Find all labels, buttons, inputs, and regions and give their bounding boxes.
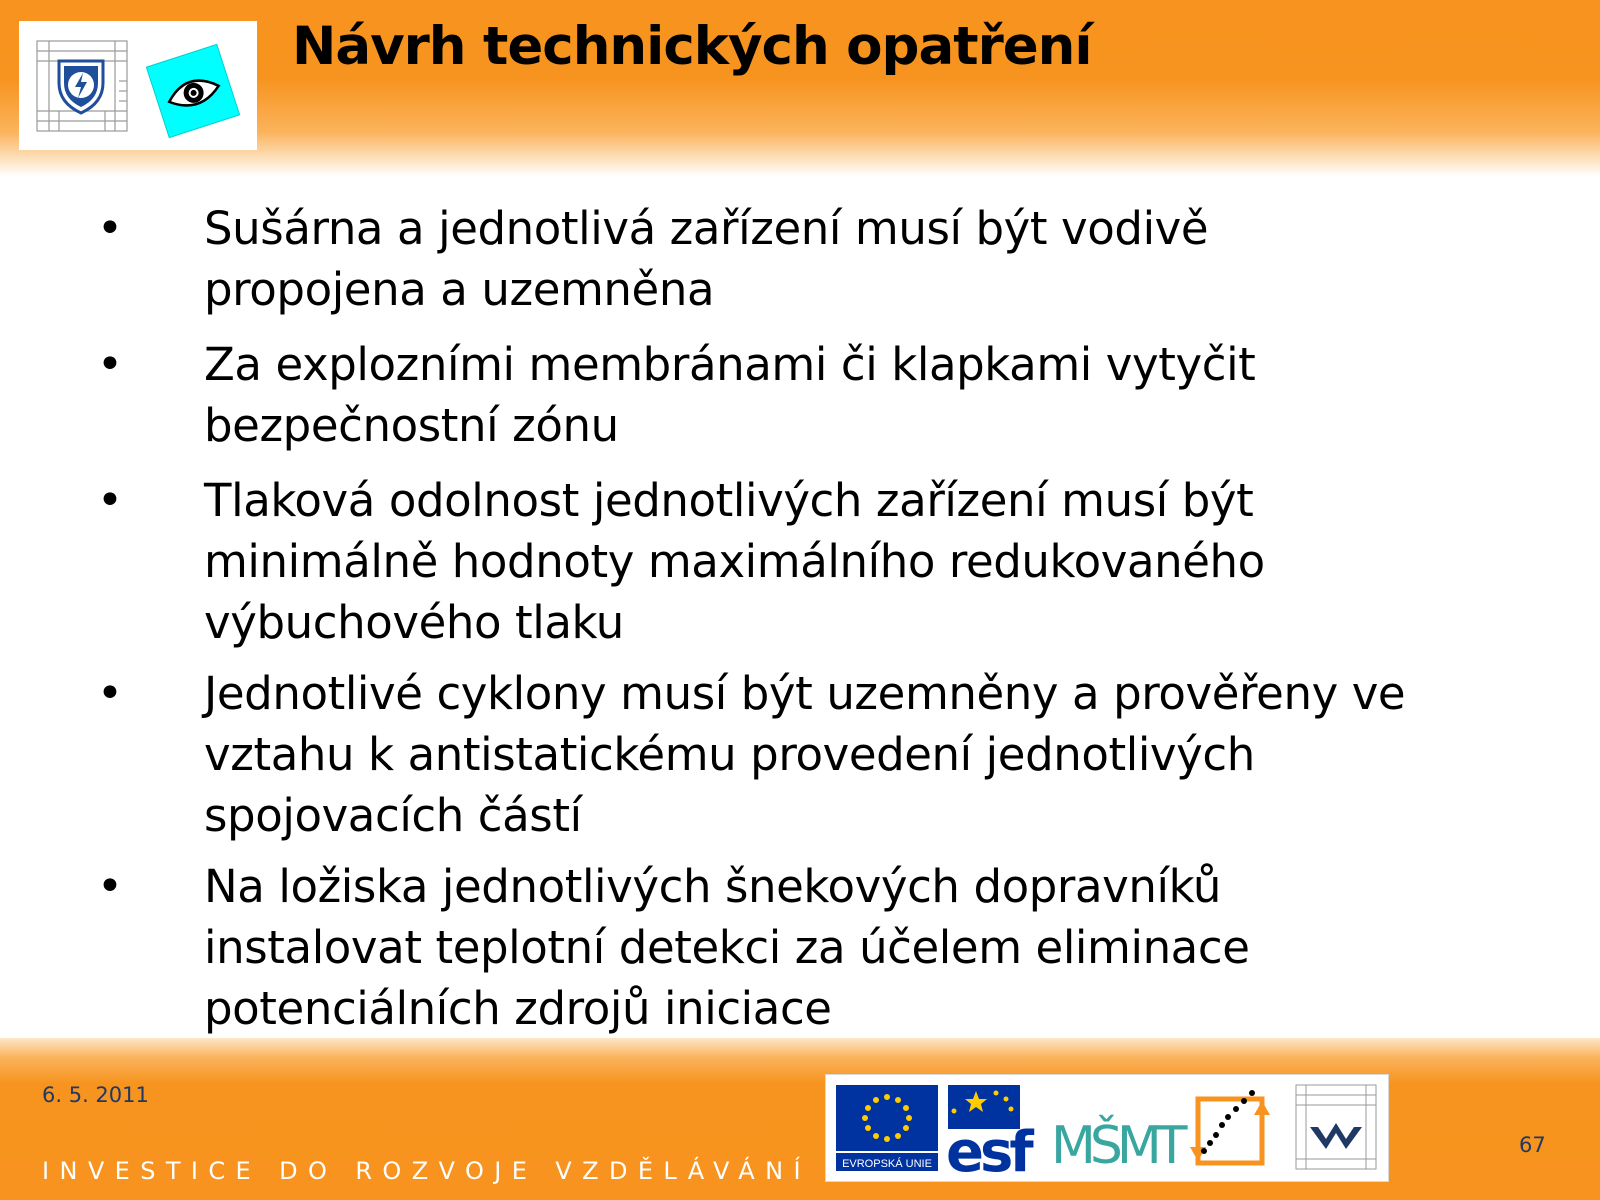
- slide-header: [0, 0, 1600, 176]
- list-item: [0, 334, 1600, 470]
- msmt-label: MŠMT: [1051, 1116, 1182, 1176]
- slide-date: 6. 5. 2011: [42, 1083, 149, 1107]
- bullet-icon: •: [97, 203, 123, 254]
- faculty-logo-icon: [1296, 1085, 1376, 1169]
- bullet-text: Jednotlivé cyklony musí být uzemněny a prověřeny ve vztahu k antistatickému provedení jednotlivých spojovacích částí: [204, 667, 1406, 842]
- eu-label: EVROPSKÁ UNIE: [842, 1158, 932, 1170]
- bullet-text: Za explozními membránami či klapkami vytyčit bezpečnostní zónu: [204, 338, 1256, 452]
- university-logo-icon: [19, 21, 257, 150]
- footer-tagline: INVESTICE DO ROZVOJE VZDĚLÁVÁNÍ: [42, 1157, 811, 1185]
- esf-label: esf: [946, 1120, 1030, 1181]
- bullet-text: Na ložiska jednotlivých šnekových dopravníků instalovat teplotní detekci za účelem eliminace potenciálních zdrojů iniciace: [204, 860, 1250, 1035]
- slide-title: Návrh technických opatření: [292, 16, 1092, 77]
- bullet-icon: •: [97, 339, 123, 390]
- bullet-icon: •: [97, 861, 123, 912]
- bullet-icon: •: [97, 668, 123, 719]
- bullet-icon: •: [97, 475, 123, 526]
- esf-logo-icon: [946, 1085, 1034, 1181]
- op-vk-logo-icon: [1190, 1090, 1270, 1163]
- header-logo-box: [19, 21, 257, 150]
- list-item: [0, 856, 1600, 1049]
- msmt-logo-icon: [1051, 1114, 1188, 1176]
- list-item: [0, 663, 1600, 856]
- eu-flag-icon: [836, 1085, 938, 1171]
- list-item: [0, 198, 1600, 334]
- bullet-text: Sušárna a jednotlivá zařízení musí být vodivě propojena a uzemněna: [204, 202, 1209, 316]
- list-item: [0, 470, 1600, 663]
- eu-logo-strip: [825, 1074, 1389, 1182]
- page-number: 67: [1519, 1133, 1546, 1157]
- bullet-text: Tlaková odolnost jednotlivých zařízení musí být minimálně hodnoty maximálního redukovaného výbuchového tlaku: [204, 474, 1265, 649]
- eye-logo-icon: [146, 44, 239, 137]
- bullet-list: [0, 198, 1600, 1049]
